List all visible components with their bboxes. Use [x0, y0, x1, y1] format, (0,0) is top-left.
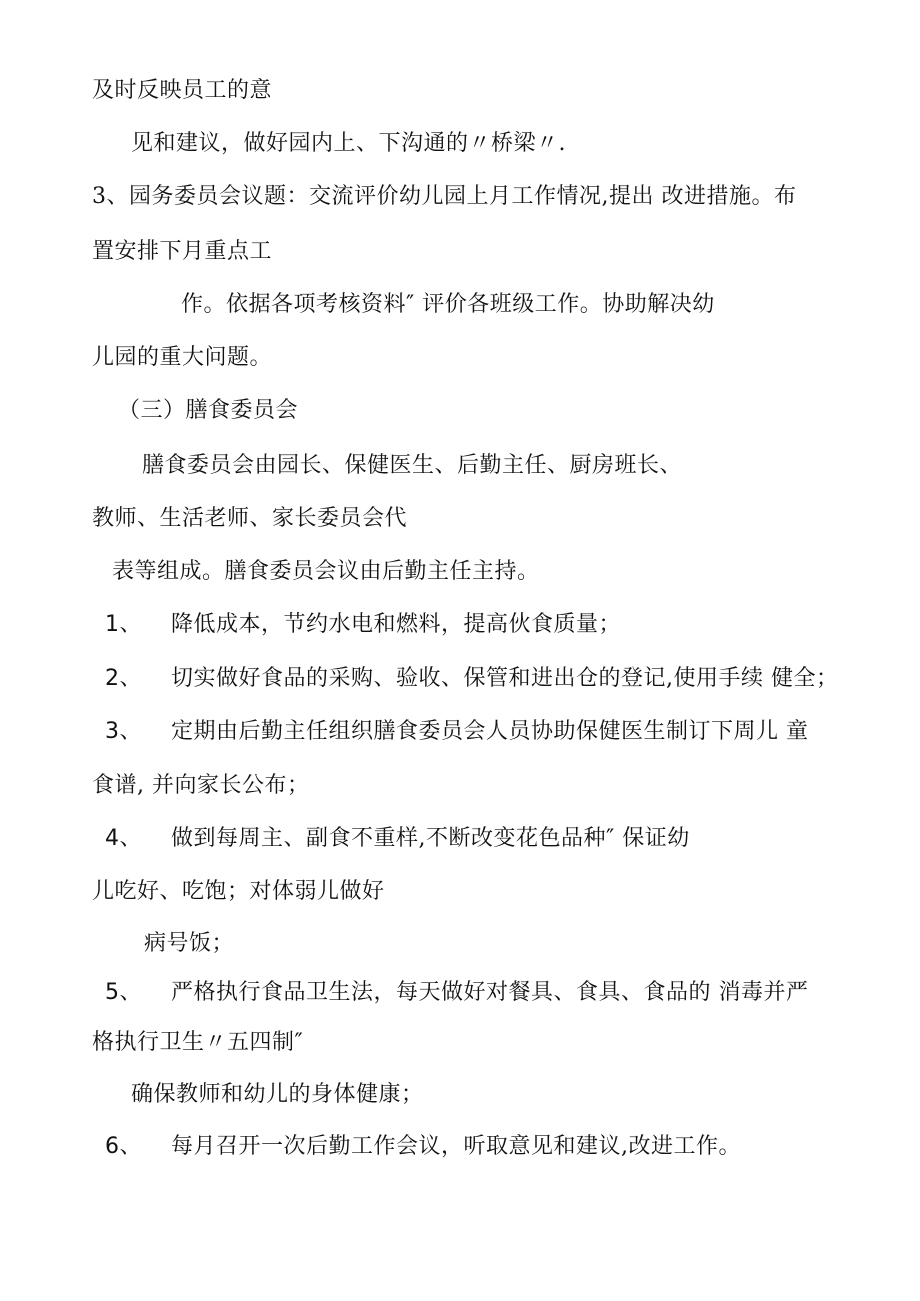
- list-item-text: 做到每周主、副食不重样,不断改变花色品种″ 保证幼: [171, 826, 690, 851]
- list-item-text: 定期由后勤主任组织膳食委员会人员协助保健医生制订下周儿 童: [171, 719, 809, 744]
- text-line: 3、园务委员会议题：交流评价幼儿园上月工作情况,提出 改进措施。布: [92, 184, 797, 209]
- text-line: 置安排下月重点工: [92, 239, 273, 264]
- list-item-number: 2、: [105, 666, 142, 691]
- list-item-number: 6、: [105, 1134, 142, 1159]
- text-line: 儿吃好、吃饱；对体弱儿做好: [92, 879, 385, 904]
- text-line: 见和建议，做好园内上、下沟通的〃桥梁〃.: [131, 131, 566, 156]
- section-heading: （三）膳食委员会: [118, 398, 299, 423]
- list-item-text: 切实做好食品的采购、验收、保管和进出仓的登记,使用手续 健全；: [171, 666, 839, 691]
- text-line: 儿园的重大问题。: [92, 345, 273, 370]
- text-line: 食谱, 并向家长公布；: [92, 773, 310, 798]
- text-line: 病号饭；: [144, 931, 235, 956]
- list-item-text: 降低成本，节约水电和燃料，提高伙食质量；: [171, 612, 622, 637]
- list-item-number: 4、: [105, 826, 142, 851]
- text-line: 膳食委员会由园长、保健医生、后勤主任、厨房班长、: [142, 453, 683, 478]
- list-item-number: 3、: [105, 719, 142, 744]
- text-line: 确保教师和幼儿的身体健康；: [131, 1082, 424, 1107]
- text-line: 作。依据各项考核资料″ 评价各班级工作。协助解决幼: [181, 292, 715, 317]
- text-line: 及时反映员工的意: [92, 78, 273, 103]
- text-line: 格执行卫生〃五四制″: [92, 1030, 304, 1055]
- list-item-number: 5、: [105, 980, 142, 1005]
- list-item-text: 每月召开一次后勤工作会议，听取意见和建议,改进工作。: [171, 1134, 741, 1159]
- list-item-text: 严格执行食品卫生法，每天做好对餐具、食具、食品的 消毒并严: [171, 980, 809, 1005]
- text-line: 教师、生活老师、家长委员会代: [92, 506, 408, 531]
- text-line: 表等组成。膳食委员会议由后勤主任主持。: [112, 559, 540, 584]
- list-item-number: 1、: [105, 612, 142, 637]
